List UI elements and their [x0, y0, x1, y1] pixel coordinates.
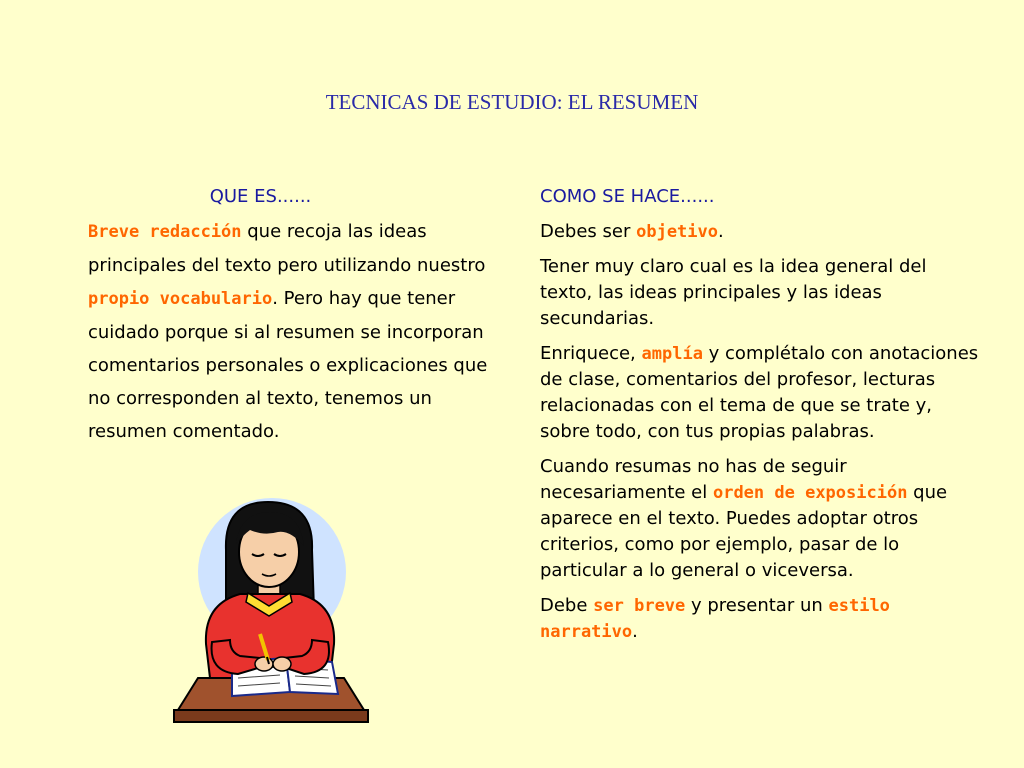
- definition-text-part-2: . Pero hay que tener cuidado porque si al resumen se incorporan comentarios personales o explicaciones que no corresponden al texto, tenemos un resumen comentado.: [88, 288, 488, 442]
- definition-text-part-1: que recoja las ideas principales del texto pero utilizando nuestro: [88, 221, 486, 276]
- p4-text-2: que aparece en el texto. Puedes adoptar otros criterios, como por ejemplo, pasar de lo particular a lo general o viceversa.: [540, 482, 948, 581]
- highlight-propio-vocabulario: propio vocabulario: [88, 289, 273, 309]
- student-writing-icon: [168, 492, 372, 730]
- highlight-estilo-narrativo: estilo narrativo: [540, 596, 890, 642]
- slide-title: TECNICAS DE ESTUDIO: EL RESUMEN: [325, 90, 699, 114]
- how-to-paragraph-1: [540, 219, 980, 245]
- resting-hand: [273, 657, 291, 671]
- highlight-amplia: amplía: [641, 344, 703, 364]
- definition-text: [88, 215, 488, 448]
- highlight-breve-redaccion: Breve redacción: [88, 222, 242, 242]
- how-to-heading: COMO SE HACE......: [540, 186, 715, 207]
- p3-text-2: y complétalo con anotaciones de clase, comentarios del profesor, lecturas relacionadas con el tema de que se trate y, sobre todo, con tus propias palabras.: [540, 343, 979, 442]
- how-to-paragraph-5: [540, 593, 980, 645]
- p5-text-3: .: [632, 621, 638, 642]
- p2-text-1: Tener muy claro cual es la idea general del texto, las ideas principales y las ideas secundarias.: [540, 256, 927, 329]
- definition-heading: QUE ES......: [209, 186, 312, 207]
- p1-text-2: .: [718, 221, 724, 242]
- p3-text-1: Enriquece,: [540, 343, 642, 364]
- writing-hand: [255, 657, 273, 671]
- desk-front: [174, 710, 368, 722]
- p5-text-1: Debe: [540, 595, 594, 616]
- how-to-paragraph-4: [540, 454, 980, 584]
- p5-text-2: y presentar un: [685, 595, 829, 616]
- highlight-objetivo: objetivo: [636, 222, 718, 242]
- highlight-orden-de-exposicion: orden de exposición: [712, 483, 908, 503]
- p1-text-1: Debes ser: [540, 221, 637, 242]
- definition-column: [88, 183, 488, 448]
- highlight-ser-breve: ser breve: [593, 596, 686, 616]
- p4-text-1: Cuando resumas no has de seguir necesariamente el: [540, 456, 847, 503]
- how-to-column: [540, 183, 980, 654]
- how-to-paragraph-3: [540, 341, 980, 445]
- how-to-paragraph-2: [540, 254, 980, 332]
